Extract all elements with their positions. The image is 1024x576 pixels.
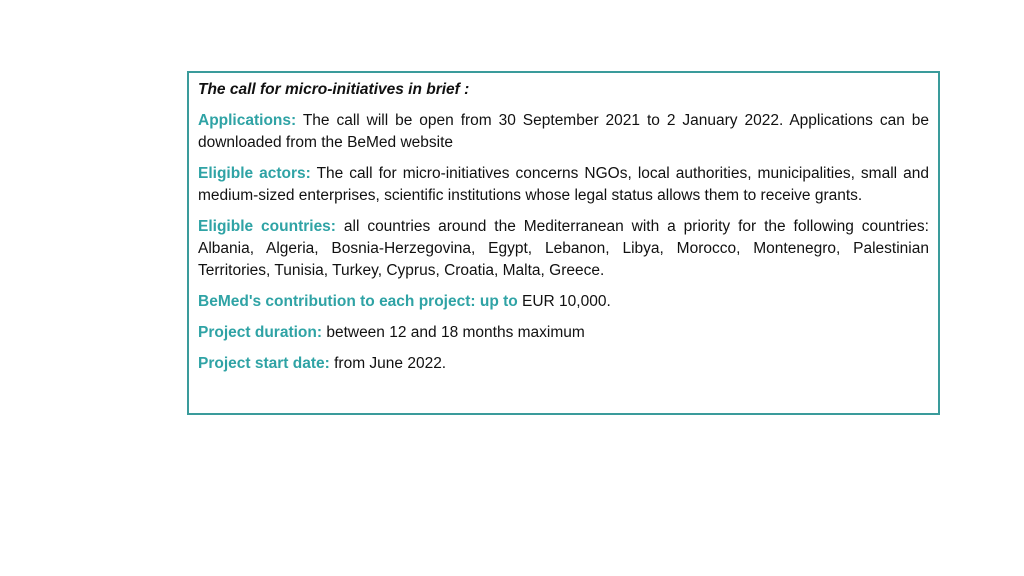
contribution-label: BeMed's contribution to each project: up to bbox=[198, 293, 518, 310]
start-date-text: from June 2022. bbox=[329, 355, 447, 372]
eligible-countries-paragraph bbox=[198, 216, 929, 282]
eligible-countries-label: Eligible countries: bbox=[198, 218, 336, 235]
duration-text: between 12 and 18 months maximum bbox=[322, 324, 585, 341]
eligible-actors-text: The call for micro-initiatives concerns NGOs, local authorities, municipalities, small and medium-sized enterprises, scientific institutions whose legal status allows them to receive grants. bbox=[198, 165, 929, 204]
applications-label: Applications: bbox=[198, 112, 297, 129]
eligible-actors-paragraph bbox=[198, 163, 929, 207]
eligible-countries-text: all countries around the Mediterranean with a priority for the following countries: Albania, Algeria, Bosnia-Herzegovina, Egypt, Lebanon, Libya, Morocco, Montenegro, Palestinian Territories, Tunisia, Turkey, Cyprus, Croatia, Malta, Greece. bbox=[198, 218, 929, 279]
call-brief-box bbox=[187, 71, 940, 415]
brief-title: The call for micro-initiatives in brief : bbox=[198, 81, 470, 98]
eligible-actors-label: Eligible actors: bbox=[198, 165, 311, 182]
duration-label: Project duration: bbox=[198, 324, 323, 341]
contribution-text: EUR 10,000. bbox=[517, 293, 611, 310]
applications-text: The call will be open from 30 September 2021 to 2 January 2022. Applications can be downloaded from the BeMed website bbox=[198, 112, 929, 151]
start-date-label: Project start date: bbox=[198, 355, 330, 372]
applications-paragraph bbox=[198, 110, 929, 154]
contribution-paragraph bbox=[198, 291, 929, 313]
start-date-paragraph bbox=[198, 353, 929, 375]
duration-paragraph bbox=[198, 322, 929, 344]
